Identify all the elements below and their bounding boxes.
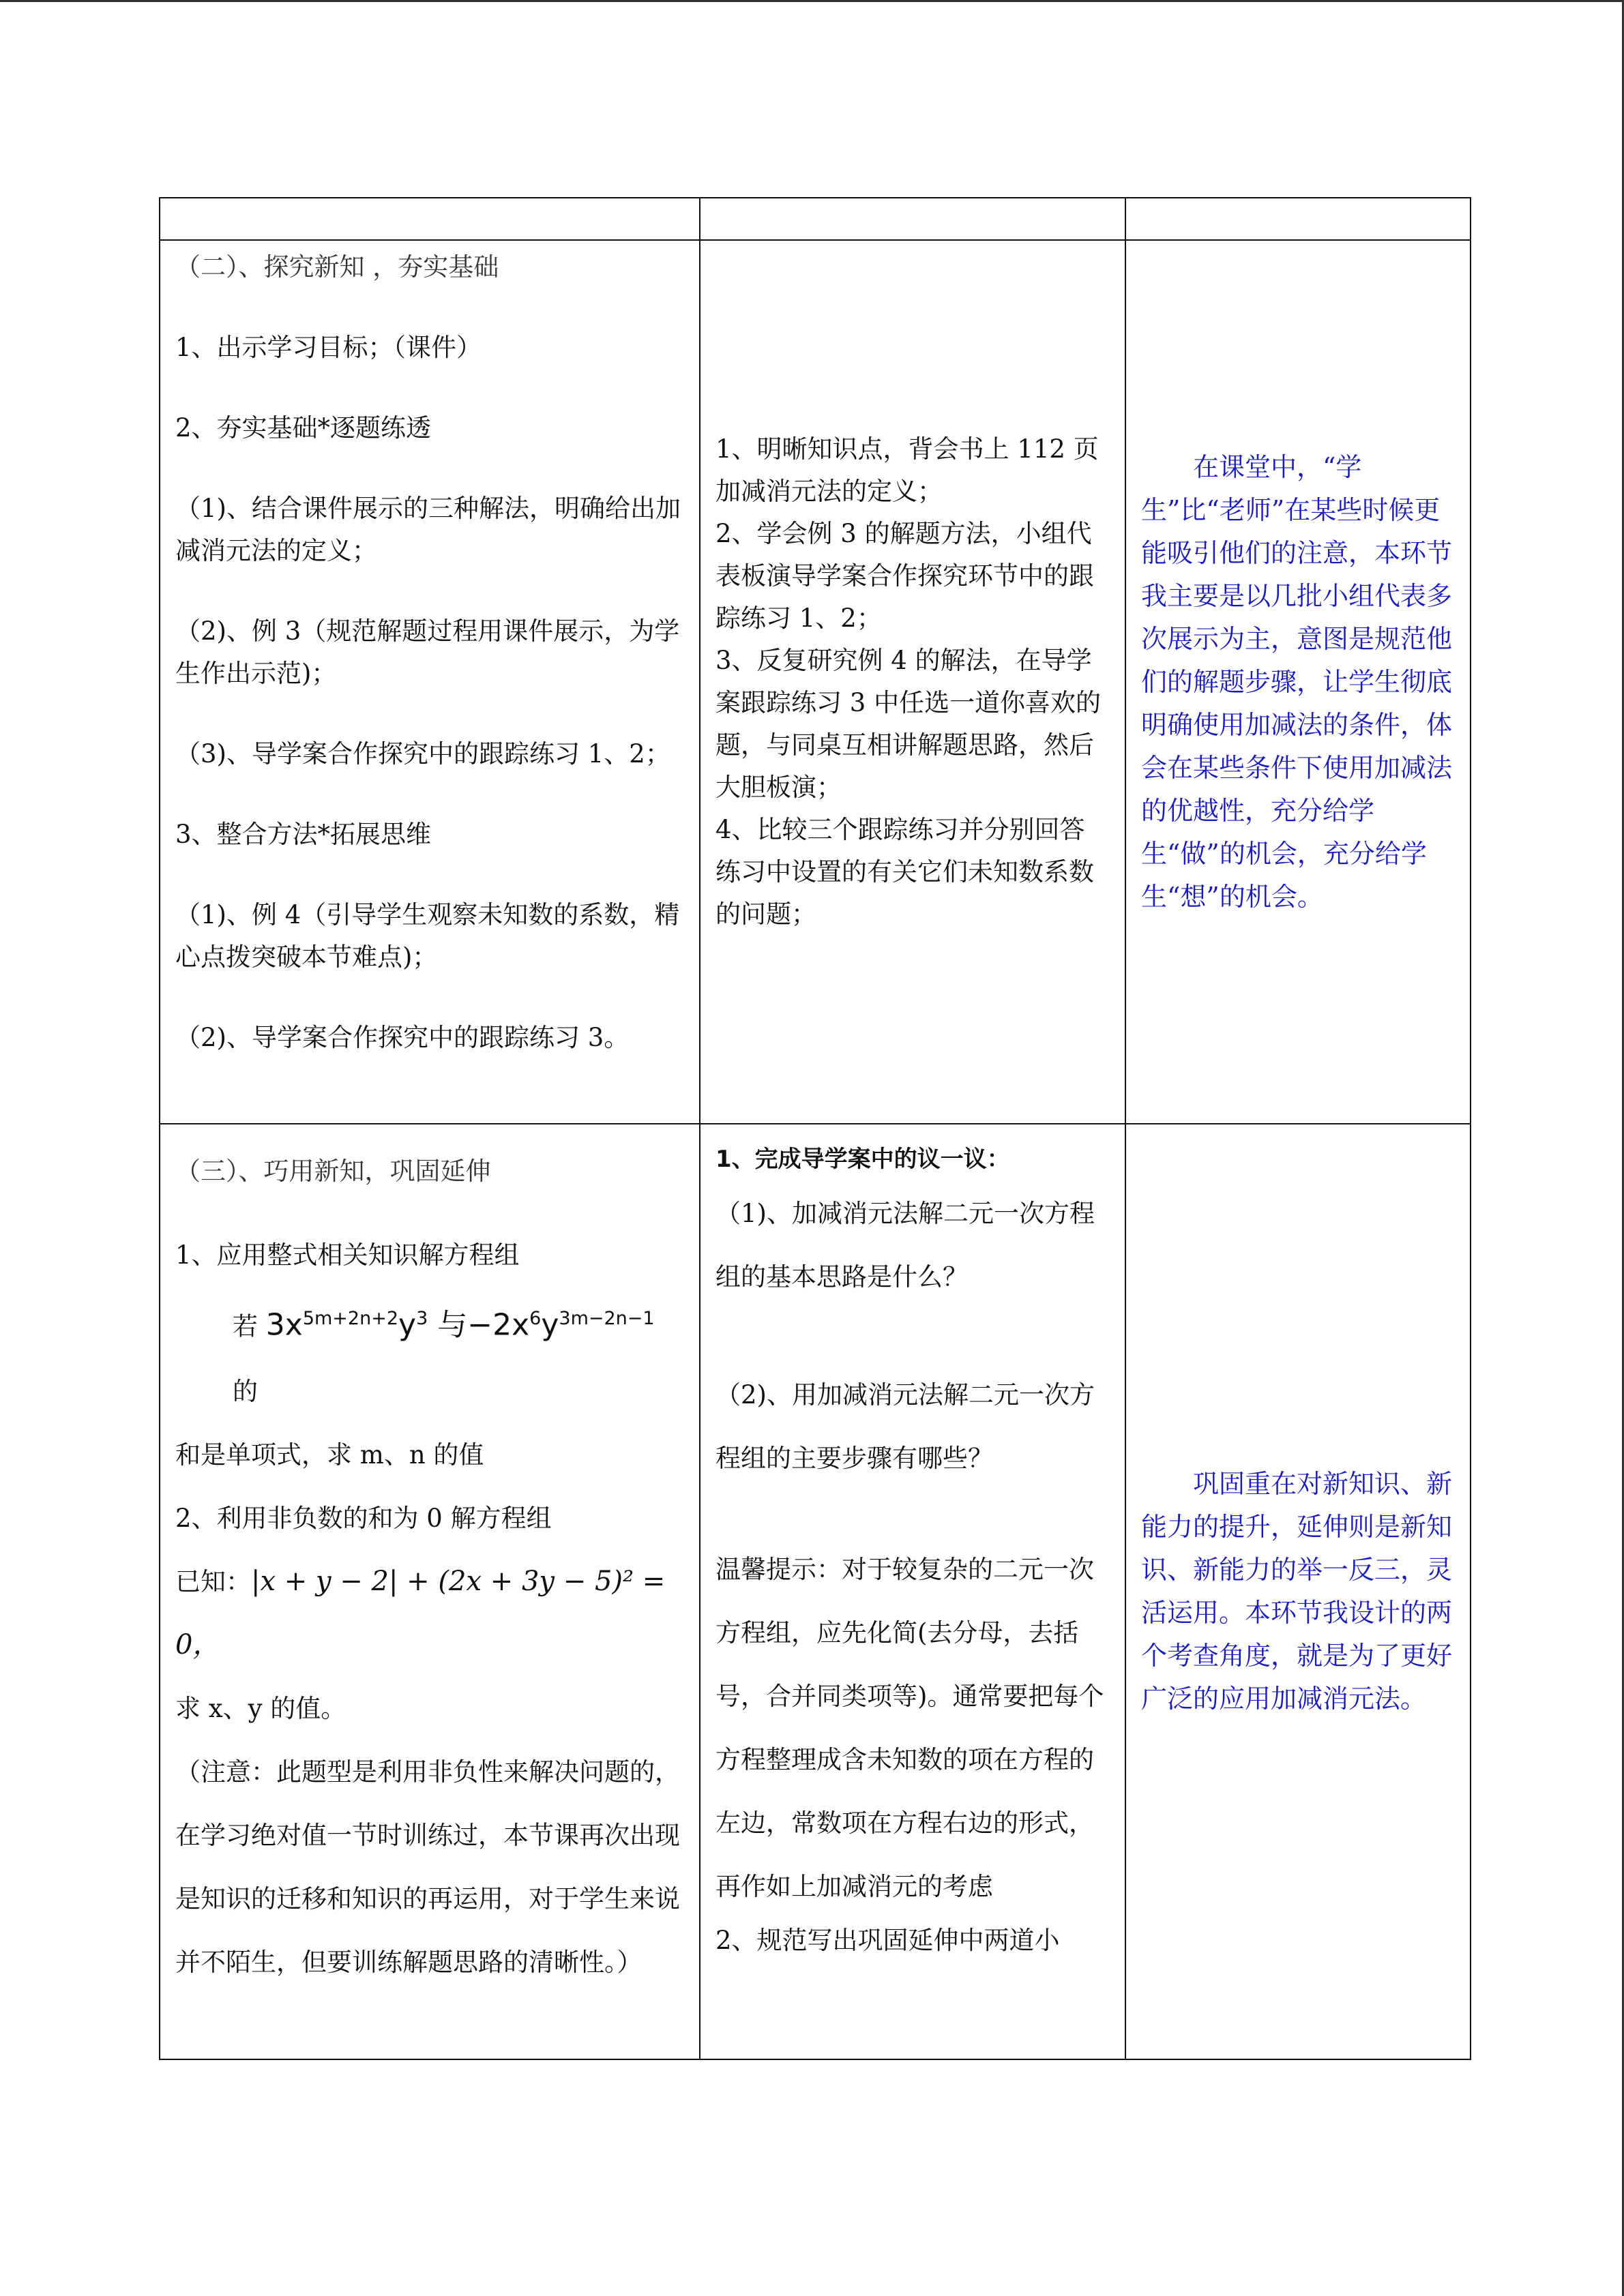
monomial-formula	[175, 1287, 687, 1423]
formula-term2-y: y	[541, 1307, 559, 1343]
formula-term2-yexp: 3m−2n−1	[559, 1308, 655, 1329]
student-activity-item: 2、学会例 3 的解题方法，小组代表板演导学案合作探究环节中的跟踪练习 1、2；	[715, 519, 1094, 633]
section2-item: 1、出示学习目标；（课件）	[175, 333, 482, 362]
formula-term1-yexp: 3	[416, 1308, 428, 1329]
section3-item1: 1、应用整式相关知识解方程组	[175, 1240, 520, 1270]
student-activity-item: 1、明晰知识点，背会书上 112 页加减消元法的定义；	[715, 434, 1099, 506]
table-row-section2	[160, 240, 1471, 1124]
student-activity-item: 4、比较三个跟踪练习并分别回答练习中设置的有关它们未知数系数的问题；	[715, 815, 1094, 929]
formula-term1-y: y	[398, 1307, 417, 1343]
known-equation-line	[175, 1550, 687, 1677]
section2-item: （1)、结合课件展示的三种解法，明确给出加减消元法的定义；	[175, 494, 681, 565]
section2-item: （2)、导学案合作探究中的跟踪练习 3。	[175, 1023, 630, 1052]
section2-item: 3、整合方法*拓展思维	[175, 820, 432, 849]
formula-term1-coef: 3x	[265, 1307, 303, 1343]
lesson-plan-table	[159, 197, 1471, 2060]
formula-prefix: 若	[233, 1311, 266, 1341]
section2-item: （2)、例 3（规范解题过程用课件展示，为学生作出示范)；	[175, 616, 680, 688]
section3-item1-cont: 和是单项式，求 m、n 的值	[175, 1440, 484, 1470]
design-intent-cell	[1125, 240, 1471, 1124]
section2-heading: （二）、探究新知 ，夯实基础	[175, 252, 499, 282]
formula-term1-xexp: 5m+2n+2	[302, 1308, 399, 1329]
section2-item: （3)、导学案合作探究中的跟踪练习 1、2；	[175, 739, 670, 769]
section3-note: （注意：此题型是利用非负性来解决问题的，在学习绝对值一节时训练过，本节课再次出现是知识的迁移和知识的再运用，对于学生来说并不陌生，但要训练解题思路的清晰性。）	[175, 1757, 680, 1977]
header-cell-teacher	[160, 198, 700, 240]
table-header-row	[160, 198, 1471, 240]
student-activity-cell	[700, 1124, 1125, 2059]
student-item-2: 2、规范写出巩固延伸中两道小	[715, 1926, 1060, 1955]
student-activity-cell	[700, 240, 1125, 1124]
warm-tip: 温馨提示：对于较复杂的二元一次方程组，应先化简(去分母，去括号，合并同类项等)。通常要把每个方程整理成含未知数的项在方程的左边，常数项在方程右边的形式，再作如上加减消元的考虑	[715, 1555, 1104, 1901]
section3-item2: 2、利用非负数的和为 0 解方程组	[175, 1503, 552, 1533]
page-border-top	[0, 0, 1624, 2]
formula-suffix: 的	[233, 1376, 258, 1406]
formula-term2-coef: 2x	[492, 1307, 530, 1343]
header-cell-student	[700, 198, 1125, 240]
student-question-2: （2)、用加减消元法解二元一次方程组的主要步骤有哪些？	[715, 1380, 1095, 1473]
student-task-title: 1、完成导学案中的议一议：	[715, 1146, 1010, 1173]
table-row-section3	[160, 1124, 1471, 2059]
section2-item: （1)、例 4（引导学生观察未知数的系数，精心点拨突破本节难点)；	[175, 900, 680, 972]
teacher-activity-cell	[160, 1124, 700, 2059]
design-intent-cell	[1125, 1124, 1471, 2059]
section2-item: 2、夯实基础*逐题练透	[175, 413, 432, 443]
teacher-activity-cell	[160, 240, 700, 1124]
known-label: 已知：	[175, 1566, 251, 1596]
student-question-1: （1)、加减消元法解二元一次方程组的基本思路是什么？	[715, 1199, 1095, 1292]
section3-ask: 求 x、y 的值。	[175, 1693, 346, 1723]
design-intent-text: 在课堂中，“学生”比“老师”在某些时候更能吸引他们的注意，本环节我主要是以几批小组代表多次展示为主，意图是规范他们的解题步骤，让学生彻底明确使用加减法的条件，体会在某些条件下使用加减法的优越性，充分给学生“做”的机会，充分给学生“想”的机会。	[1141, 451, 1453, 912]
absolute-value-equation: |x + y − 2| + (2x + 3y − 5)² = 0，	[175, 1565, 666, 1660]
formula-term2-xexp: 6	[529, 1308, 542, 1329]
formula-connector: 与−	[428, 1307, 493, 1343]
design-intent-text: 巩固重在对新知识、新能力的提升，延伸则是新知识、新能力的举一反三，灵活运用。本环节我设计的两个考查角度，就是为了更好广泛的应用加减消元法。	[1141, 1469, 1453, 1714]
student-activity-item: 3、反复研究例 4 的解法，在导学案跟踪练习 3 中任选一道你喜欢的题，与同桌互相讲解题思路，然后大胆板演；	[715, 646, 1102, 802]
section3-heading: （三）、巧用新知，巩固延伸	[175, 1157, 491, 1186]
header-cell-intent	[1125, 198, 1471, 240]
